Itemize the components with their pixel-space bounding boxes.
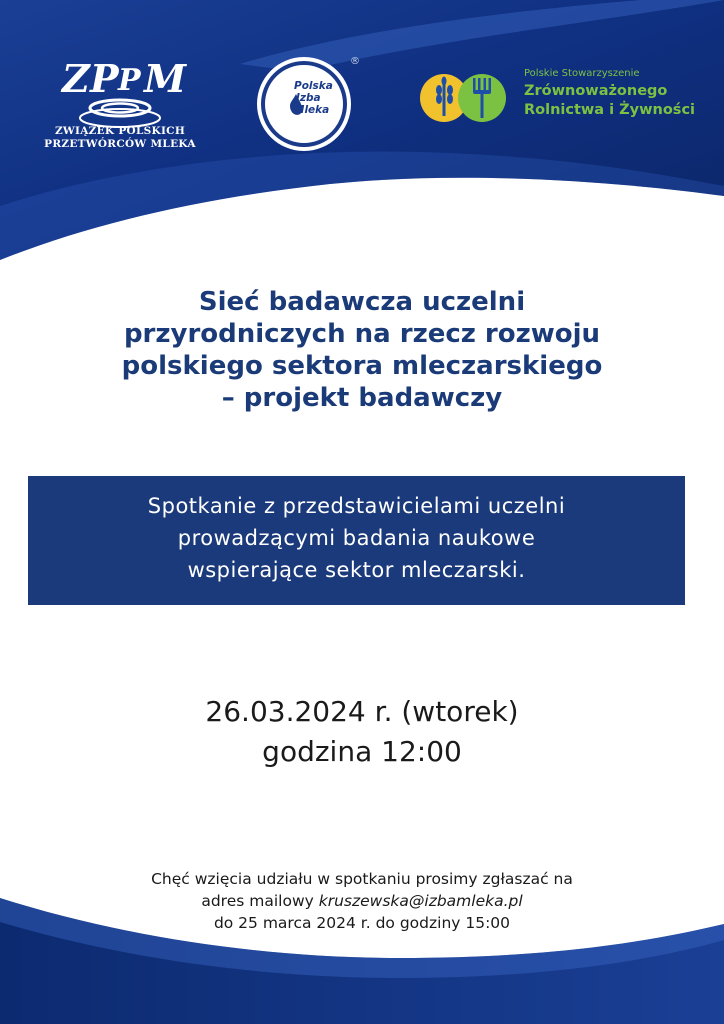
svg-text:Z: Z: [62, 56, 90, 101]
title-line3: polskiego sektora mleczarskiego: [121, 351, 603, 381]
registered-mark: ®: [350, 56, 360, 67]
banner-line3: wspierające sektor mleczarski.: [187, 558, 526, 582]
svg-text:P: P: [90, 56, 119, 101]
event-date: 26.03.2024 r. (wtorek): [205, 695, 519, 728]
psr-name: [524, 82, 695, 120]
psr-line2: Rolnictwa i Żywności: [524, 102, 696, 118]
footer-line2: [0, 890, 724, 912]
registration-info: [0, 868, 724, 934]
title-line2: przyrodniczych na rzecz rozwoju: [123, 319, 601, 349]
svg-text:P: P: [118, 63, 141, 98]
pim-wordmark: [282, 80, 332, 116]
zppm-caption: [40, 125, 200, 151]
pim-line1: Polska: [294, 80, 333, 92]
zppm-caption-line2: PRZETWÓRCÓW MLEKA: [44, 138, 196, 150]
pim-line3: Mleka: [294, 104, 330, 116]
psr-small-text: Polskie Stowarzyszenie: [524, 68, 640, 79]
contact-email[interactable]: kruszewska@izbamleka.pl: [318, 892, 523, 910]
banner-line1: Spotkanie z przedstawicielami uczelni: [147, 494, 566, 518]
event-datetime: [0, 692, 724, 772]
psr-line1: Zrównoważonego: [524, 83, 668, 99]
zppm-caption-line1: ZWIĄZEK POLSKICH: [54, 125, 186, 137]
footer-line3: do 25 marca 2024 r. do godziny 15:00: [213, 914, 511, 932]
page-title: [30, 286, 694, 414]
banner-text: [28, 490, 685, 586]
wheat-fork-icon: [416, 68, 516, 128]
pim-line2: Izba: [296, 92, 321, 104]
title-line1: Sieć badawcza uczelni: [198, 287, 526, 317]
title-line4: – projekt badawczy: [221, 383, 503, 413]
event-time: godzina 12:00: [262, 735, 462, 768]
footer-line2-prefix: adres mailowy: [201, 892, 319, 910]
footer-line1: Chęć wzięcia udziału w spotkaniu prosimy zgłaszać na: [151, 870, 573, 888]
svg-text:M: M: [144, 56, 187, 101]
banner-line2: prowadzącymi badania naukowe: [177, 526, 536, 550]
